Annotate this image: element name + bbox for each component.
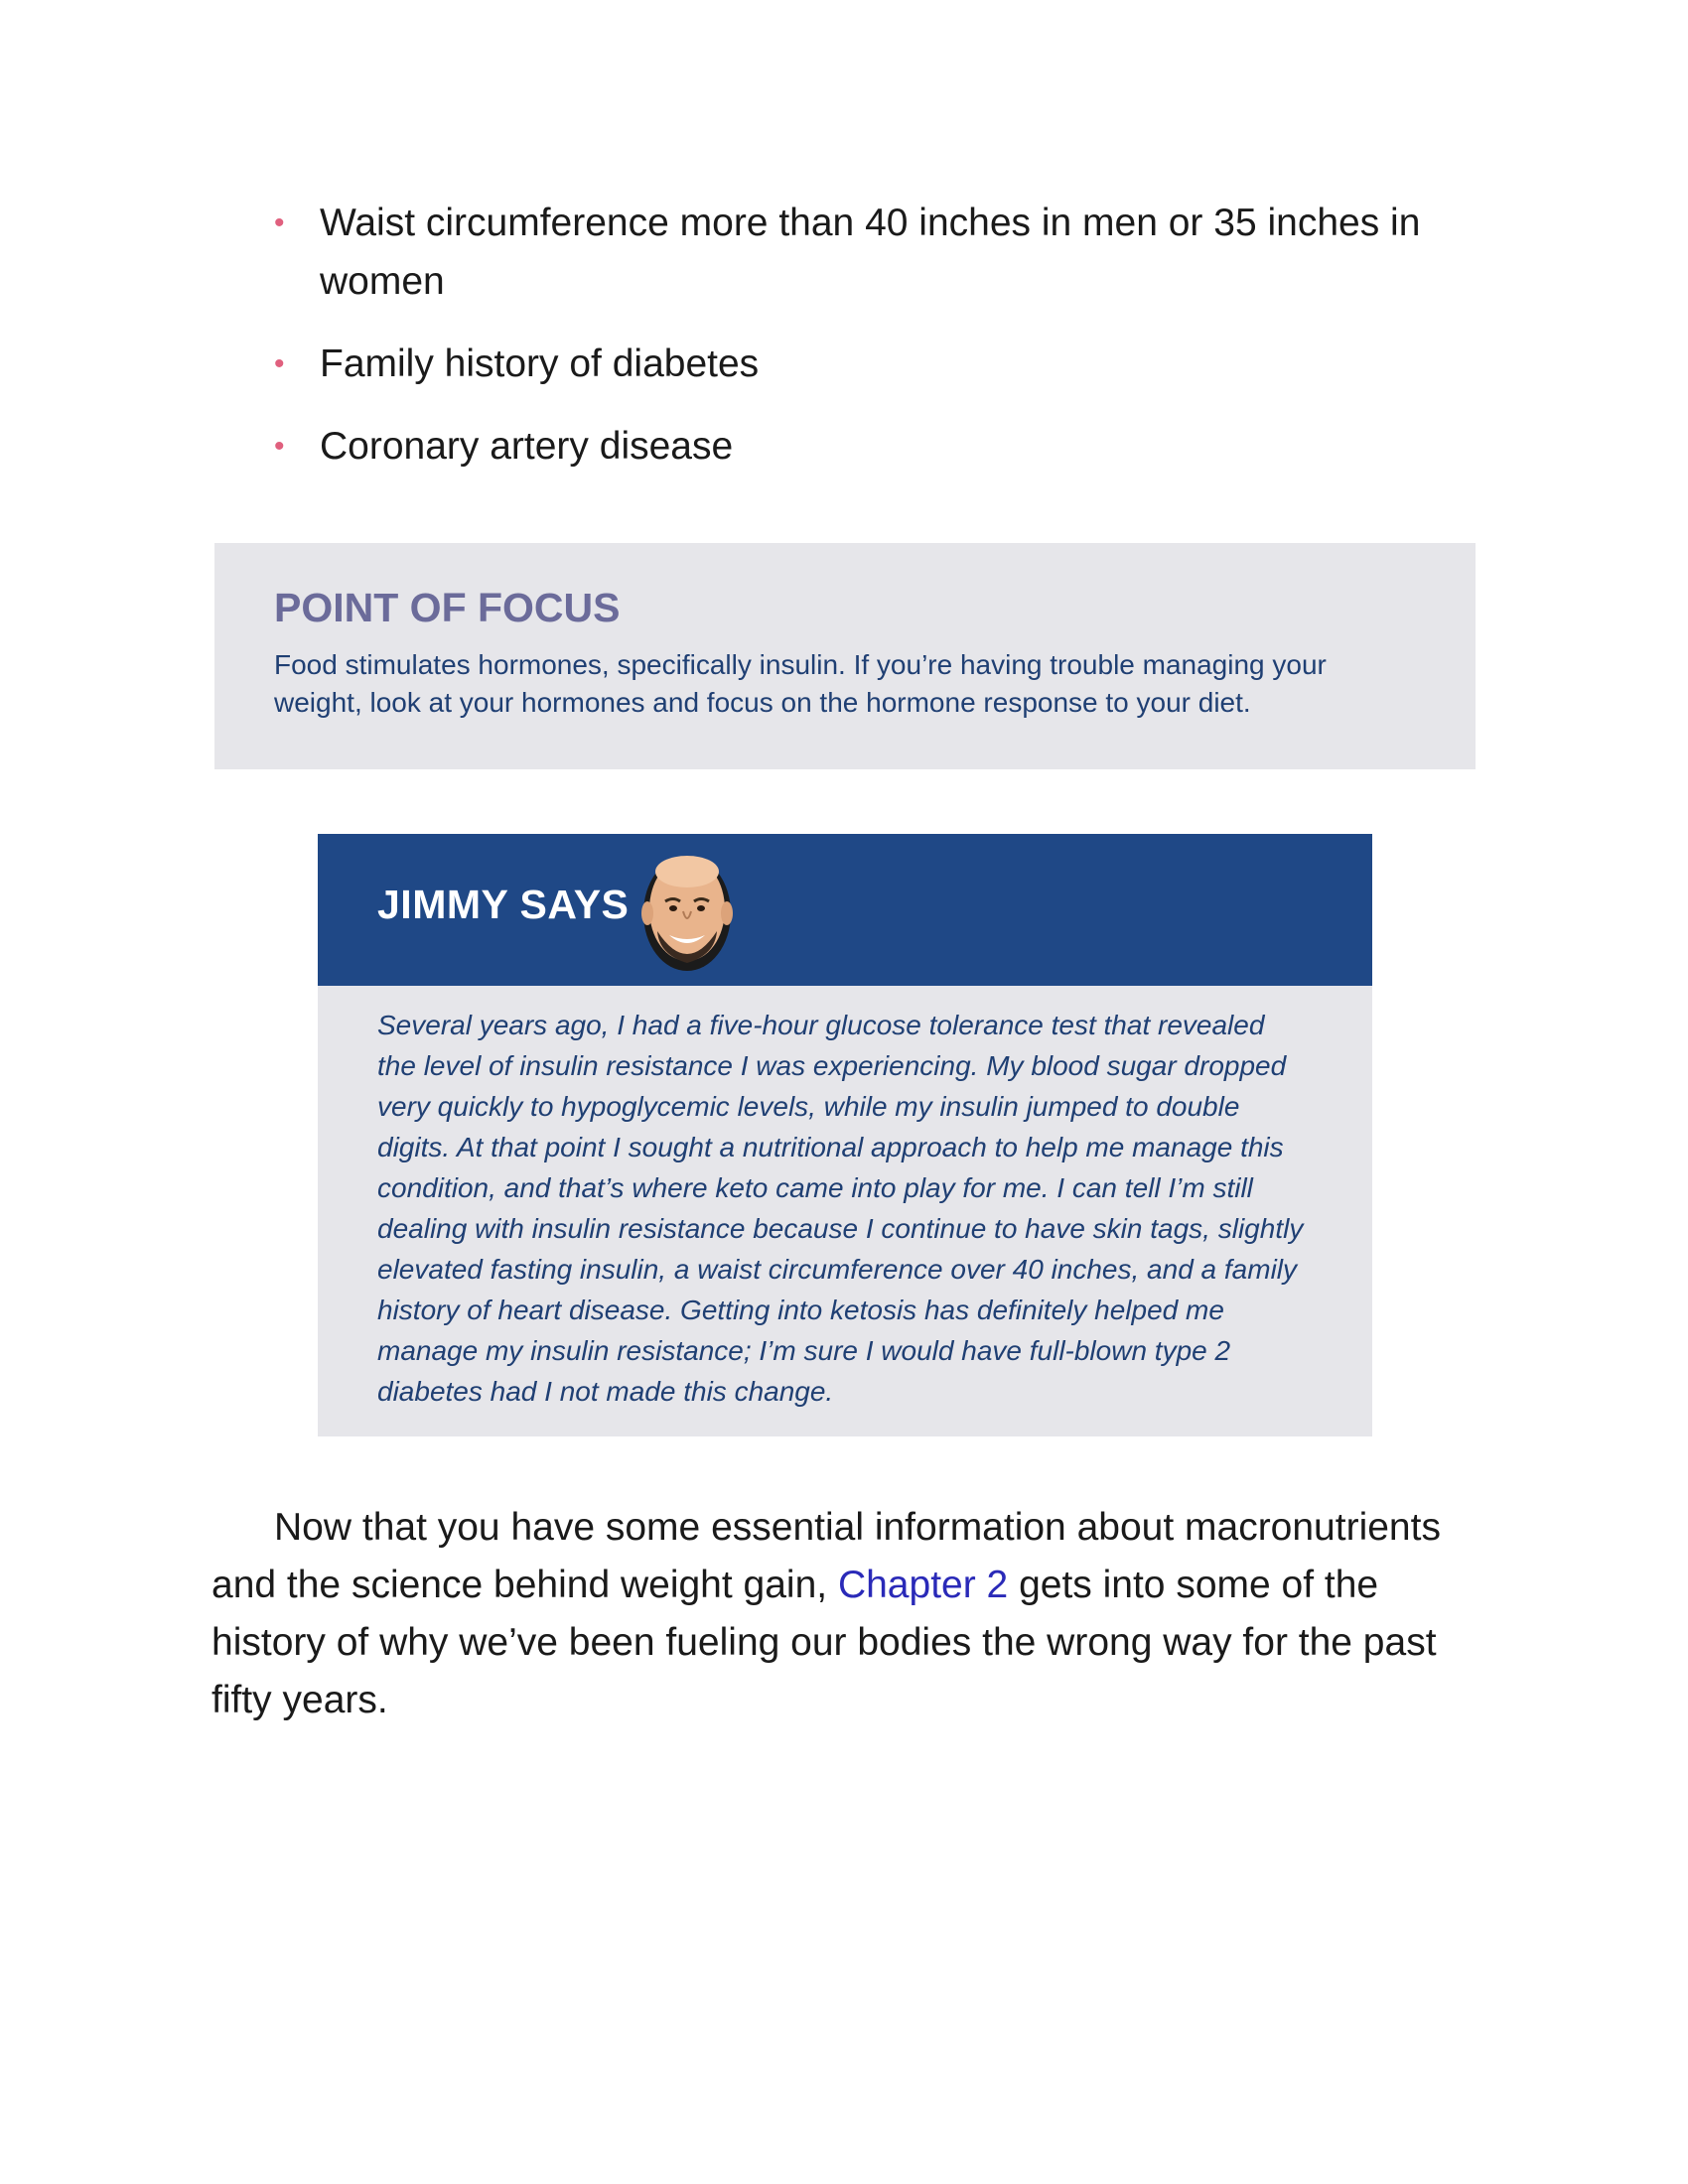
closing-text-after: gets into some of the history of why we’ve been fueling our bodies the wrong way for the past fifty years. [211, 1564, 1437, 1721]
bullet-item [268, 194, 1479, 311]
bullet-text: Family history of diabetes [320, 342, 760, 385]
closing-text-before: Now that you have some essential information about macronutrients and the science behind weight gain, [211, 1506, 1441, 1606]
bullet-text: Coronary artery disease [320, 425, 734, 468]
point-of-focus-title: POINT OF FOCUS [274, 585, 621, 630]
jimmy-says-title: JIMMY SAYS [377, 882, 630, 927]
bullet-item [268, 417, 1479, 476]
jimmy-says-text: Several years ago, I had a five-hour glucose tolerance test that revealed the level of insulin resistance I was experiencing. My blood sugar dropped very quickly to hypoglycemic levels, while my insulin jumped to double digits. At that point I sought a nutritional approach to help me manage this condition, and that’s where keto came into play for me. I can tell I’m still dealing with insulin resistance because I continue to have skin tags, slightly elevated fasting insulin, a waist circumference over 40 inches, and a family history of heart disease. Getting into ketosis has definitely helped me manage my insulin resistance; I’m sure I would have full-blown type 2 diabetes had I not made this change. [377, 1010, 1304, 1407]
closing-paragraph [211, 1499, 1482, 1729]
chapter-2-link[interactable]: Chapter 2 [837, 1564, 1009, 1606]
point-of-focus-box [214, 543, 1476, 769]
bullet-item [268, 335, 1479, 393]
jimmy-says-header [318, 834, 1372, 986]
jimmy-avatar-icon [635, 848, 739, 979]
point-of-focus-text: Food stimulates hormones, specifically insulin. If you’re having trouble managing your weight, look at your hormones and focus on the hormone response to your diet. [274, 649, 1327, 718]
bullet-text: Waist circumference more than 40 inches in men or 35 inches in women [320, 202, 1421, 303]
bullet-dot-icon: • [274, 430, 285, 463]
jimmy-says-box [318, 834, 1372, 1436]
bullet-dot-icon: • [274, 206, 285, 239]
bullet-list [268, 194, 1479, 499]
bullet-dot-icon: • [274, 347, 285, 380]
